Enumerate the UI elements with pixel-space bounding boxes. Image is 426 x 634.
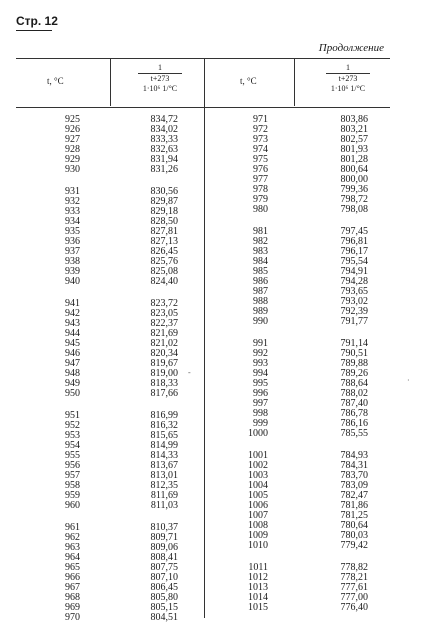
value-cell: 807,75 bbox=[150, 562, 178, 573]
value-cell: 820,34 bbox=[150, 348, 178, 359]
right-t-column bbox=[228, 115, 268, 613]
value-cell: 834,72 bbox=[150, 114, 178, 125]
value-cell: 794,28 bbox=[340, 276, 368, 287]
header-t-left: t, °C bbox=[47, 76, 64, 86]
header-t-right: t, °C bbox=[240, 76, 257, 86]
value-cell: 829,18 bbox=[150, 206, 178, 217]
temperature-cell: 1013 bbox=[248, 582, 268, 593]
temperature-cell: 941 bbox=[65, 298, 80, 309]
temperature-cell: 1003 bbox=[248, 470, 268, 481]
value-cell: 790,51 bbox=[340, 348, 368, 359]
temperature-cell: 982 bbox=[253, 236, 268, 247]
fraction-denominator: t+273 bbox=[138, 73, 182, 84]
value-cell: 793,65 bbox=[340, 286, 368, 297]
value-cell: 780,64 bbox=[340, 520, 368, 531]
temperature-cell: 992 bbox=[253, 348, 268, 359]
temperature-cell: 998 bbox=[253, 408, 268, 419]
temperature-cell: 1008 bbox=[248, 520, 268, 531]
value-cell: 823,05 bbox=[150, 308, 178, 319]
temperature-cell: 930 bbox=[65, 164, 80, 175]
temperature-cell: 962 bbox=[65, 532, 80, 543]
temperature-cell: 957 bbox=[65, 470, 80, 481]
temperature-cell: 963 bbox=[65, 542, 80, 553]
temperature-cell: 966 bbox=[65, 572, 80, 583]
page-number-label: Стр. 12 bbox=[16, 14, 58, 28]
temperature-cell: 946 bbox=[65, 348, 80, 359]
value-cell: 792,39 bbox=[340, 306, 368, 317]
value-cell: 786,78 bbox=[340, 408, 368, 419]
value-cell: 789,88 bbox=[340, 358, 368, 369]
temperature-cell: 993 bbox=[253, 358, 268, 369]
temperature-cell: 1014 bbox=[248, 592, 268, 603]
temperature-cell: 991 bbox=[253, 338, 268, 349]
value-cell: 801,93 bbox=[340, 144, 368, 155]
temperature-cell: 979 bbox=[253, 194, 268, 205]
value-cell: 825,76 bbox=[150, 256, 178, 267]
value-cell: 815,65 bbox=[150, 430, 178, 441]
temperature-cell: 947 bbox=[65, 358, 80, 369]
temperature-cell: 972 bbox=[253, 124, 268, 135]
value-cell: 818,33 bbox=[150, 378, 178, 389]
temperature-cell: 955 bbox=[65, 450, 80, 461]
temperature-cell: 925 bbox=[65, 114, 80, 125]
temperature-cell: 1011 bbox=[248, 562, 268, 573]
page-label-underline bbox=[16, 30, 52, 31]
value-cell: 810,37 bbox=[150, 522, 178, 533]
temperature-cell: 1004 bbox=[248, 480, 268, 491]
fraction-numerator: 1 bbox=[158, 63, 162, 72]
value-cell: 806,45 bbox=[150, 582, 178, 593]
table-center-divider bbox=[204, 58, 205, 618]
value-cell: 783,70 bbox=[340, 470, 368, 481]
value-cell: 789,26 bbox=[340, 368, 368, 379]
value-cell: 827,13 bbox=[150, 236, 178, 247]
temperature-cell: 965 bbox=[65, 562, 80, 573]
temperature-cell: 996 bbox=[253, 388, 268, 399]
value-cell: 814,99 bbox=[150, 440, 178, 451]
temperature-cell: 940 bbox=[65, 276, 80, 287]
scan-mark: · bbox=[407, 376, 410, 385]
value-cell: 799,36 bbox=[340, 184, 368, 195]
value-cell: 795,54 bbox=[340, 256, 368, 267]
temperature-cell: 943 bbox=[65, 318, 80, 329]
temperature-cell: 934 bbox=[65, 216, 80, 227]
temperature-cell: 983 bbox=[253, 246, 268, 257]
temperature-cell: 954 bbox=[65, 440, 80, 451]
temperature-cell: 973 bbox=[253, 134, 268, 145]
temperature-cell: 990 bbox=[253, 316, 268, 327]
value-cell: 788,02 bbox=[340, 388, 368, 399]
temperature-cell: 939 bbox=[65, 266, 80, 277]
fraction-unit: 1·10⁶ 1/°C bbox=[330, 84, 366, 93]
temperature-cell: 989 bbox=[253, 306, 268, 317]
value-cell: 804,51 bbox=[150, 612, 178, 623]
value-cell: 791,14 bbox=[340, 338, 368, 349]
value-cell: 830,56 bbox=[150, 186, 178, 197]
temperature-cell: 933 bbox=[65, 206, 80, 217]
temperature-cell: 937 bbox=[65, 246, 80, 257]
header-divider-1 bbox=[110, 58, 111, 106]
temperature-cell: 969 bbox=[65, 602, 80, 613]
continuation-label: Продолжение bbox=[318, 42, 384, 54]
temperature-cell: 950 bbox=[65, 388, 80, 399]
temperature-cell: 960 bbox=[65, 500, 80, 511]
value-cell: 816,32 bbox=[150, 420, 178, 431]
temperature-cell: 986 bbox=[253, 276, 268, 287]
temperature-cell: 1012 bbox=[248, 572, 268, 583]
temperature-cell: 935 bbox=[65, 226, 80, 237]
value-cell: 812,35 bbox=[150, 480, 178, 491]
temperature-cell: 1000 bbox=[248, 428, 268, 439]
value-cell: 796,17 bbox=[340, 246, 368, 257]
value-cell: 777,61 bbox=[340, 582, 368, 593]
temperature-cell: 964 bbox=[65, 552, 80, 563]
value-cell: 798,72 bbox=[340, 194, 368, 205]
temperature-cell: 974 bbox=[253, 144, 268, 155]
value-cell: 796,81 bbox=[340, 236, 368, 247]
temperature-cell: 956 bbox=[65, 460, 80, 471]
temperature-cell: 977 bbox=[253, 174, 268, 185]
value-cell: 811,03 bbox=[150, 500, 178, 511]
temperature-cell: 929 bbox=[65, 154, 80, 165]
temperature-cell: 959 bbox=[65, 490, 80, 501]
value-cell: 809,06 bbox=[150, 542, 178, 553]
value-cell: 802,57 bbox=[340, 134, 368, 145]
value-cell: 801,28 bbox=[340, 154, 368, 165]
value-cell: 800,00 bbox=[340, 174, 368, 185]
temperature-cell: 975 bbox=[253, 154, 268, 165]
value-cell: 809,71 bbox=[150, 532, 178, 543]
temperature-cell: 951 bbox=[65, 410, 80, 421]
header-divider-2 bbox=[294, 58, 295, 106]
value-cell: 834,02 bbox=[150, 124, 178, 135]
temperature-cell: 971 bbox=[253, 114, 268, 125]
value-cell: 805,80 bbox=[150, 592, 178, 603]
temperature-cell: 928 bbox=[65, 144, 80, 155]
temperature-cell: 953 bbox=[65, 430, 80, 441]
value-cell: 776,40 bbox=[340, 602, 368, 613]
temperature-cell: 958 bbox=[65, 480, 80, 491]
value-cell: 827,81 bbox=[150, 226, 178, 237]
temperature-cell: 987 bbox=[253, 286, 268, 297]
value-cell: 800,64 bbox=[340, 164, 368, 175]
value-cell: 819,67 bbox=[150, 358, 178, 369]
value-cell: 784,93 bbox=[340, 450, 368, 461]
value-cell: 787,40 bbox=[340, 398, 368, 409]
temperature-cell: 988 bbox=[253, 296, 268, 307]
value-cell: 821,02 bbox=[150, 338, 178, 349]
temperature-cell: 978 bbox=[253, 184, 268, 195]
temperature-cell: 961 bbox=[65, 522, 80, 533]
temperature-cell: 936 bbox=[65, 236, 80, 247]
value-cell: 780,03 bbox=[340, 530, 368, 541]
value-cell: 821,69 bbox=[150, 328, 178, 339]
value-cell: 823,72 bbox=[150, 298, 178, 309]
value-cell: 803,86 bbox=[340, 114, 368, 125]
temperature-cell: 981 bbox=[253, 226, 268, 237]
temperature-cell: 985 bbox=[253, 266, 268, 277]
temperature-cell: 945 bbox=[65, 338, 80, 349]
right-value-column bbox=[310, 115, 368, 613]
temperature-cell: 980 bbox=[253, 204, 268, 215]
value-cell: 793,02 bbox=[340, 296, 368, 307]
temperature-cell: 948 bbox=[65, 368, 80, 379]
value-cell: 786,16 bbox=[340, 418, 368, 429]
value-cell: 791,77 bbox=[340, 316, 368, 327]
fraction-denominator: t+273 bbox=[326, 73, 370, 84]
value-cell: 833,33 bbox=[150, 134, 178, 145]
fraction-numerator: 1 bbox=[346, 63, 350, 72]
left-t-column bbox=[40, 115, 80, 623]
value-cell: 778,82 bbox=[340, 562, 368, 573]
temperature-cell: 1002 bbox=[248, 460, 268, 471]
value-cell: 782,47 bbox=[340, 490, 368, 501]
value-cell: 779,42 bbox=[340, 540, 368, 551]
scan-mark: - bbox=[188, 368, 191, 377]
header-fraction-right bbox=[318, 63, 378, 94]
value-cell: 794,91 bbox=[340, 266, 368, 277]
temperature-cell: 970 bbox=[65, 612, 80, 623]
value-cell: 832,63 bbox=[150, 144, 178, 155]
temperature-cell: 967 bbox=[65, 582, 80, 593]
value-cell: 813,67 bbox=[150, 460, 178, 471]
temperature-cell: 1007 bbox=[248, 510, 268, 521]
value-cell: 831,26 bbox=[150, 164, 178, 175]
value-cell: 813,01 bbox=[150, 470, 178, 481]
value-cell: 778,21 bbox=[340, 572, 368, 583]
temperature-cell: 1006 bbox=[248, 500, 268, 511]
temperature-cell: 1015 bbox=[248, 602, 268, 613]
value-cell: 811,69 bbox=[150, 490, 178, 501]
temperature-cell: 995 bbox=[253, 378, 268, 389]
temperature-cell: 1005 bbox=[248, 490, 268, 501]
value-cell: 829,87 bbox=[150, 196, 178, 207]
temperature-cell: 952 bbox=[65, 420, 80, 431]
temperature-cell: 1001 bbox=[248, 450, 268, 461]
value-cell: 781,86 bbox=[340, 500, 368, 511]
value-cell: 826,45 bbox=[150, 246, 178, 257]
temperature-cell: 942 bbox=[65, 308, 80, 319]
value-cell: 824,40 bbox=[150, 276, 178, 287]
value-cell: 831,94 bbox=[150, 154, 178, 165]
temperature-cell: 999 bbox=[253, 418, 268, 429]
temperature-cell: 997 bbox=[253, 398, 268, 409]
value-cell: 784,31 bbox=[340, 460, 368, 471]
value-cell: 807,10 bbox=[150, 572, 178, 583]
value-cell: 814,33 bbox=[150, 450, 178, 461]
temperature-cell: 926 bbox=[65, 124, 80, 135]
temperature-cell: 1010 bbox=[248, 540, 268, 551]
temperature-cell: 1009 bbox=[248, 530, 268, 541]
value-cell: 816,99 bbox=[150, 410, 178, 421]
temperature-cell: 968 bbox=[65, 592, 80, 603]
value-cell: 825,08 bbox=[150, 266, 178, 277]
temperature-cell: 994 bbox=[253, 368, 268, 379]
temperature-cell: 932 bbox=[65, 196, 80, 207]
value-cell: 803,21 bbox=[340, 124, 368, 135]
temperature-cell: 949 bbox=[65, 378, 80, 389]
value-cell: 805,15 bbox=[150, 602, 178, 613]
temperature-cell: 984 bbox=[253, 256, 268, 267]
value-cell: 828,50 bbox=[150, 216, 178, 227]
left-value-column bbox=[120, 115, 178, 623]
value-cell: 777,00 bbox=[340, 592, 368, 603]
value-cell: 819,00 bbox=[150, 368, 178, 379]
value-cell: 822,37 bbox=[150, 318, 178, 329]
value-cell: 808,41 bbox=[150, 552, 178, 563]
value-cell: 798,08 bbox=[340, 204, 368, 215]
value-cell: 783,09 bbox=[340, 480, 368, 491]
header-fraction-left bbox=[130, 63, 190, 94]
temperature-cell: 944 bbox=[65, 328, 80, 339]
value-cell: 788,64 bbox=[340, 378, 368, 389]
temperature-cell: 927 bbox=[65, 134, 80, 145]
value-cell: 781,25 bbox=[340, 510, 368, 521]
value-cell: 797,45 bbox=[340, 226, 368, 237]
temperature-cell: 931 bbox=[65, 186, 80, 197]
value-cell: 785,55 bbox=[340, 428, 368, 439]
temperature-cell: 976 bbox=[253, 164, 268, 175]
fraction-unit: 1·10⁶ 1/°C bbox=[142, 84, 178, 93]
temperature-cell: 938 bbox=[65, 256, 80, 267]
value-cell: 817,66 bbox=[150, 388, 178, 399]
